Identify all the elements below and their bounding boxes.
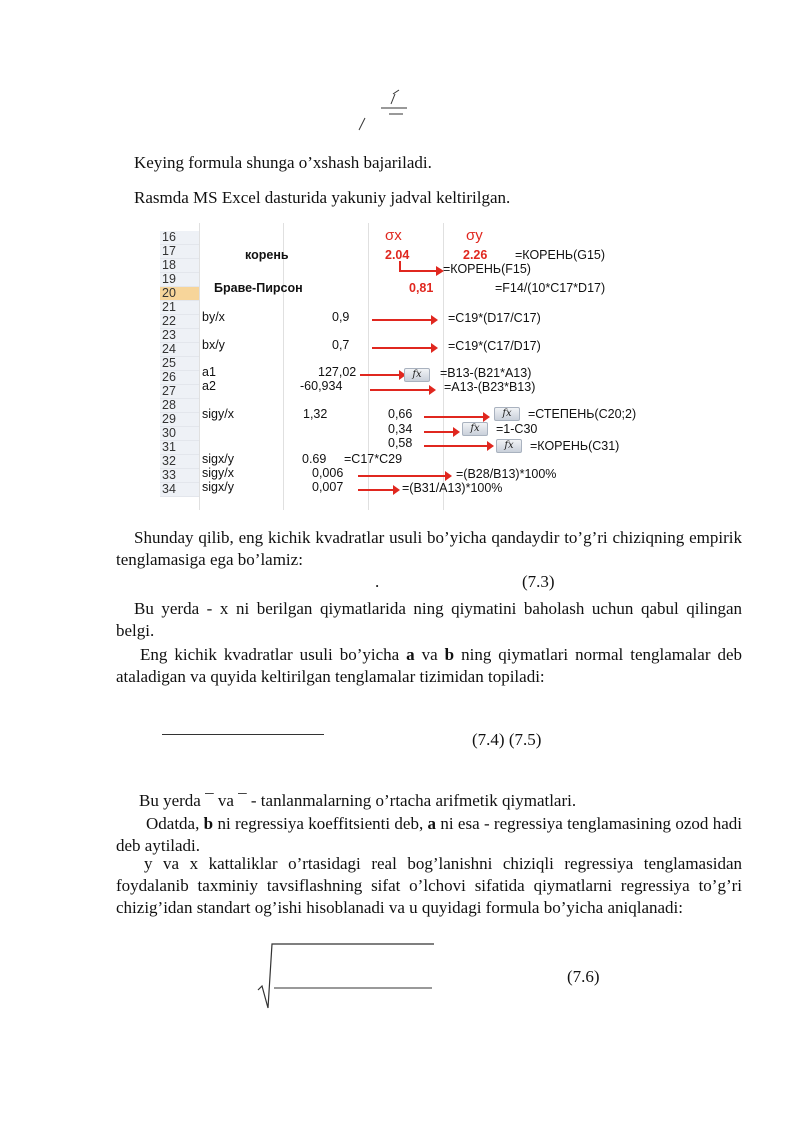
formula-bxy: =C19*(C17/D17) bbox=[448, 339, 541, 353]
excel-row-header: 18 bbox=[160, 259, 199, 273]
arrow-a1 bbox=[360, 374, 400, 376]
a1-value: 127,02 bbox=[318, 365, 357, 379]
formula-koren-c31: =КОРЕНЬ(C31) bbox=[530, 439, 620, 453]
excel-row-header: 26 bbox=[160, 371, 199, 385]
value-066: 0,66 bbox=[388, 407, 413, 421]
formula-a1: =B13-(B21*A13) bbox=[440, 366, 532, 380]
formula-koren-f15: =КОРЕНЬ(F15) bbox=[443, 262, 531, 276]
formula-byx: =C19*(D17/C17) bbox=[448, 311, 541, 325]
excel-row-header: 34 bbox=[160, 483, 199, 497]
arrow-b31 bbox=[358, 489, 394, 491]
excel-row-header: 16 bbox=[160, 231, 199, 245]
formula-fragment-top bbox=[355, 88, 415, 134]
excel-row-header: 29 bbox=[160, 413, 199, 427]
equation-7-3-dot: . bbox=[375, 572, 380, 591]
paragraph-standard-deviation: y va x kattaliklar o’rtasidagi real bog’lanishni chiziqli regressiya tenglamasidan foydalanib taxminiy tavsiflashning sifat o’lchovi sifatida qiymatlarni regressiya to’g’ri chizig’idan standart og’ishi hisoblanadi va u quyidagi formula bo’yicha aniqlanadi: bbox=[116, 854, 742, 917]
intro-line-1: Keying formula shunga o’xshash bajariladi. bbox=[134, 153, 432, 172]
formula-a2: =A13-(B23*B13) bbox=[444, 380, 536, 394]
sigma-x-header: σx bbox=[385, 227, 402, 244]
arrow-a2 bbox=[370, 389, 430, 391]
formula-b31: =(B31/A13)*100% bbox=[402, 481, 503, 495]
formula-c17-c29: =C17*C29 bbox=[344, 452, 403, 466]
excel-table-image bbox=[160, 223, 658, 510]
sigma-y-header: σy bbox=[466, 227, 483, 244]
square-root-sign bbox=[256, 940, 438, 1012]
equation-number-7-4-7-5: (7.4) (7.5) bbox=[472, 730, 542, 749]
sigxy2-label: sigx/y bbox=[202, 480, 234, 494]
brave-pirson-value: 0,81 bbox=[409, 281, 434, 295]
intro-line-2: Rasmda MS Excel dasturida yakuniy jadval keltirilgan. bbox=[134, 188, 511, 207]
excel-row-header: 23 bbox=[160, 329, 199, 343]
fx-icon: fx bbox=[496, 439, 522, 453]
formula-1-c30: =1-C30 bbox=[496, 422, 538, 436]
koren-label: корень bbox=[245, 248, 289, 262]
koren-x-value: 2.04 bbox=[385, 248, 410, 262]
paragraph-normal-equations: Eng kichik kvadratlar usuli bo’yicha a va b ning qiymatlari normal tenglamalar deb ataladigan va quyida keltirilgan tenglamalar tizimidan topiladi: bbox=[116, 645, 742, 686]
paragraph-empirical-equation: Shunday qilib, eng kichik kvadratlar usuli bo’yicha qandaydir to’g’ri chiziqning empirik tenglamasiga ega bo’lamiz: bbox=[116, 528, 742, 569]
koren-y-value: 2.26 bbox=[463, 248, 488, 262]
a1-label: a1 bbox=[202, 365, 216, 379]
equation-number-7-3: (7.3) bbox=[522, 572, 555, 591]
excel-row-header: 24 bbox=[160, 343, 199, 357]
excel-row-header: 17 bbox=[160, 245, 199, 259]
formula-koren-g15: =КОРЕНЬ(G15) bbox=[515, 248, 606, 262]
arrow-058 bbox=[424, 445, 488, 447]
arrow-b28 bbox=[358, 475, 446, 477]
arrow-koren-f15 bbox=[398, 259, 448, 279]
excel-row-header: 31 bbox=[160, 441, 199, 455]
excel-row-header: 25 bbox=[160, 357, 199, 371]
fx-icon: fx bbox=[494, 407, 520, 421]
paragraph-means: Bu yerda ¯ va ¯ - tanlanmalarning o’rtacha arifmetik qiymatlari. bbox=[139, 791, 577, 810]
sigxy-label: sigx/y bbox=[202, 452, 234, 466]
bxy-value: 0,7 bbox=[332, 338, 350, 352]
excel-row-header: 32 bbox=[160, 455, 199, 469]
a2-label: a2 bbox=[202, 379, 216, 393]
excel-row-header: 28 bbox=[160, 399, 199, 413]
fraction-line-7-4 bbox=[162, 734, 324, 735]
arrow-byx bbox=[372, 319, 432, 321]
arrow-066 bbox=[424, 416, 484, 418]
value-058: 0,58 bbox=[388, 436, 413, 450]
excel-row-header: 20 bbox=[160, 287, 199, 301]
excel-row-header: 21 bbox=[160, 301, 199, 315]
paragraph-regression-coefficient: Odatda, b ni regressiya koeffitsienti deb, a ni esa - regressiya tenglamasining ozod hadi deb aytiladi. bbox=[116, 814, 743, 855]
byx-value: 0,9 bbox=[332, 310, 350, 324]
formula-brave: =F14/(10*C17*D17) bbox=[495, 281, 606, 295]
sigxy2-value: 0,007 bbox=[312, 480, 344, 494]
sigyx-value: 1,32 bbox=[303, 407, 328, 421]
sigyx2-label: sigy/x bbox=[202, 466, 234, 480]
excel-row-header: 19 bbox=[160, 273, 199, 287]
arrow-bxy bbox=[372, 347, 432, 349]
sigxy-value: 0.69 bbox=[302, 452, 327, 466]
equation-number-7-6: (7.6) bbox=[567, 967, 600, 986]
byx-label: by/x bbox=[202, 310, 225, 324]
formula-b28: =(B28/B13)*100% bbox=[456, 467, 557, 481]
formula-stepen: =СТЕПЕНЬ(C20;2) bbox=[528, 407, 637, 421]
excel-row-header: 27 bbox=[160, 385, 199, 399]
bxy-label: bx/y bbox=[202, 338, 225, 352]
brave-pirson-label: Браве-Пирсон bbox=[214, 281, 303, 295]
sigyx-label: sigy/x bbox=[202, 407, 234, 421]
excel-row-header: 33 bbox=[160, 469, 199, 483]
value-034: 0,34 bbox=[388, 422, 413, 436]
fx-icon: fx bbox=[462, 422, 488, 436]
fx-icon: fx bbox=[404, 368, 430, 382]
sigyx2-value: 0,006 bbox=[312, 466, 344, 480]
excel-row-header: 30 bbox=[160, 427, 199, 441]
arrow-034 bbox=[424, 431, 454, 433]
paragraph-notation: Bu yerda - x ni berilgan qiymatlarida ning qiymatini baholash uchun qabul qilingan belgi. bbox=[116, 599, 742, 640]
a2-value: -60,934 bbox=[300, 379, 343, 393]
excel-row-header: 22 bbox=[160, 315, 199, 329]
